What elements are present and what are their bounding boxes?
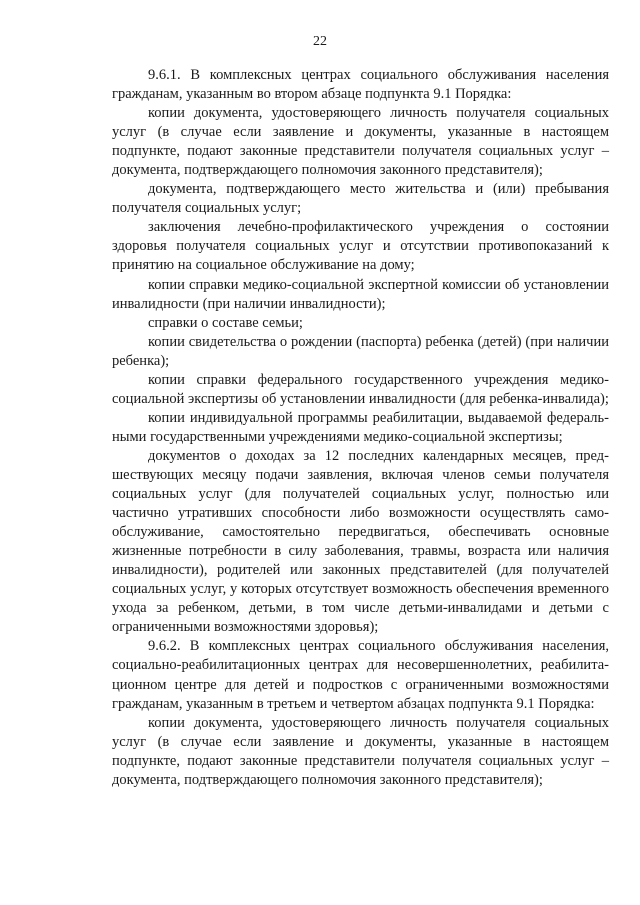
page-number: 22 bbox=[313, 34, 327, 49]
list-item-family-composition: справки о составе семьи; bbox=[148, 314, 303, 331]
list-item-residence-document: документа, подтверждающего место жительства и (или) пребывания получателя социальных услуг; bbox=[112, 181, 609, 217]
list-item-identity-document-copy: копии документа, удостоверяющего личность получателя социальных услуг (в случае если заявление и документы, указанные в настоящем подпункте, подают законные представители получателя социальных услуг – документа, подтверждающего полномочия законного представителя); bbox=[112, 105, 609, 179]
list-item-medical-conclusion: заключения лечебно-профилактического учреждения о состоянии здоровья получателя социальных услуг и отсутствии противопоказаний к принятию на социальное обслуживание на дому; bbox=[112, 219, 609, 274]
list-item-identity-document-copy-2: копии документа, удостоверяющего личность получателя социальных услуг (в случае если заявление и документы, указанные в настоящем подпункте, подают законные представители получателя социальных услуг – документа, подтверждающего полномочия законного представителя); bbox=[112, 714, 609, 788]
clause-9-6-1-heading: 9.6.1. В комплексных центрах социального обслуживания населения гражданам, указанным во втором абзаце подпункта 9.1 Порядка: bbox=[112, 67, 609, 103]
list-item-child-disability-certificate: копии справки федерального государственного учреждения медико-социальной экспертизы об установлении инвалидности (для ребенка-инвалида); bbox=[112, 371, 609, 407]
list-item-rehabilitation-program-copy: копии индивидуальной программы реабилитации, выдаваемой федеральными государственными учреждениями медико-социальной экспертизы; bbox=[112, 409, 609, 445]
clause-9-6-2-heading: 9.6.2. В комплексных центрах социального обслуживания населения, социально-реабилитационных центрах для несовершеннолетних, реабилитационном центре для детей и подростков с ограниченными возможностями гражданам, указанным в третьем и четвертом абзацах подпункта 9.1 Порядка: bbox=[112, 638, 609, 712]
list-item-birth-certificate-copy: копии свидетельства о рождении (паспорта) ребенка (детей) (при наличии ребенка); bbox=[112, 333, 609, 369]
list-item-income-documents: документов о доходах за 12 последних календарных месяцев, предшествующих месяцу подачи заявления, включая членов семьи получателя социальных услуг (для получателей социальных услуг, полностью или частично утративших способности либо возможности осуществлять самообслуживание, самостоятельно передвигаться, обеспечивать основные жизненные потребности в силу заболевания, травмы, возраста или наличия инвалидности), родителей или законных представителей (для получателей социальных услуг, у которых отсутствует возможность обеспечения временного ухода за ребенком, детьми, в том числе детьми-инвалидами и детьми с ограниченными возможностями здоровья); bbox=[112, 447, 609, 636]
list-item-disability-certificate-copy: копии справки медико-социальной экспертной комиссии об установлении инвалидности (при наличии инвалидности); bbox=[112, 276, 609, 312]
document-body bbox=[112, 66, 609, 790]
